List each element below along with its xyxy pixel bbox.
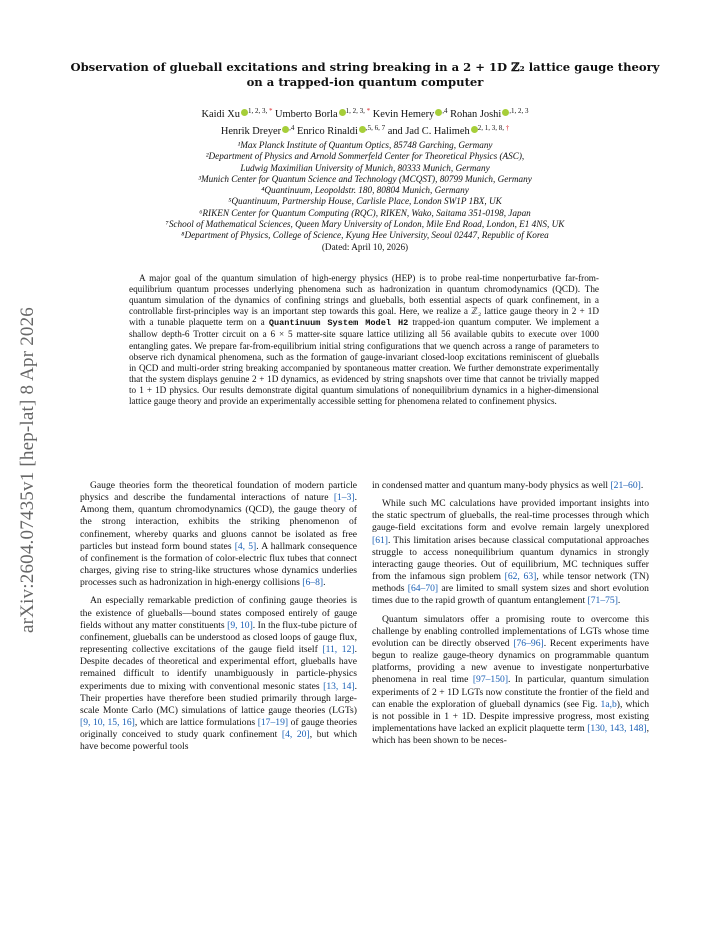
citation-link[interactable]: [76–96] bbox=[513, 637, 544, 649]
figure-link[interactable]: 1a,b bbox=[600, 698, 617, 710]
device-name: Quantinuum System Model H2 bbox=[268, 318, 409, 329]
citation-link[interactable]: [1–3] bbox=[333, 492, 355, 504]
citation-link[interactable]: [13, 14] bbox=[323, 680, 355, 692]
arxiv-identifier: arXiv:2604.07435v1 [hep-lat] 8 Apr 2026 bbox=[17, 307, 38, 633]
dated-line: (Dated: April 10, 2026) bbox=[321, 241, 409, 252]
citation-link[interactable]: [9, 10, 15, 16] bbox=[80, 716, 135, 728]
author: Kevin Hemery $^{,4}$ bbox=[372, 107, 448, 120]
affiliation: ⁷School of Mathematical Sciences, Queen Mary University of London, Mile End Road, London, E1 4NS, UK bbox=[165, 219, 565, 230]
citation-link[interactable]: [11, 12] bbox=[322, 644, 355, 656]
citation-link[interactable]: [130, 143, 148] bbox=[587, 722, 647, 734]
citation-link[interactable]: [4, 5] bbox=[234, 540, 257, 552]
affiliation: ⁸Department of Physics, College of Science, Kyung Hee University, Seoul 02447, Republic of Korea bbox=[181, 230, 549, 241]
citation-link[interactable]: [6–8] bbox=[302, 577, 324, 589]
paragraph: Gauge theories form the theoretical foundation of modern particle physics and describe the fundamental interactions of nature [1–3]. Among them, quantum chromodynamics (QCD), the gauge theory of the strong interaction, exhibits the striking phenomenon of confinement, whereby quarks and gluons cannot be isolated as free particles but instead form bound states [4, 5]. A hallmark consequence of confinement is the formation of color-electric flux tubes that connect charges, giving rise to string-like structures whose dynamics underlies processes such as hadronization in high-energy collisions [6–8]. bbox=[80, 480, 357, 589]
author: Rohan Joshi $^{,1, 2, 3}$ bbox=[450, 107, 529, 120]
citation-link[interactable]: [21–60] bbox=[610, 480, 641, 491]
abstract: A major goal of the quantum simulation of high-energy physics (HEP) is to probe real-time nonperturbative far-from-equilibrium quantum processes underlying phenomena such as hadronization in quantum chromodynamics (QCD). The quantum simulation of the dynamics of confining strings and glueballs, both essential aspects of quark confinement, in a controllable first-principles way is an important step towards this goal. Here, we realize a ℤ₂ lattice gauge theory in 2 + 1D with a tunable plaquette term on a Quantinuum System Model H2 trapped-ion quantum computer. We implement a shallow depth-6 Trotter circuit on a 6 × 5 matter-site square lattice utilizing all 56 available qubits to execute over 1000 entangling gates. We prepare far-from-equilibrium initial string configurations that we quench across a range of parameters to observe rich dynamical phenomena, such as the formation of gauge-invariant closed-loop excitations reminiscent of glueballs in QCD and multi-order string breaking accompanied by spontaneous matter creation. We further demonstrate experimentally that the system displays genuine 2 + 1D dynamics, as evidenced by string snapshots over time that cannot be trivially mapped to 1 + 1D physics. Our results demonstrate digital quantum simulations of nonequilibrium dynamics in a higher-dimensional lattice gauge theory and provide an experimentally accessible setting for phenomena related to confinement physics. bbox=[129, 273, 599, 407]
paragraph: An especially remarkable prediction of confining gauge theories is the existence of glueballs—bound states composed entirely of gauge fields without any matter constituents [9, 10]. In the flux-tube picture of confinement, glueballs can be understood as closed loops of gauge flux, representing collective excitations of the gauge field itself [11, 12]. Despite decades of theoretical and experimental effort, glueballs have remained difficult to identify unambiguously in particle-physics experiments due to mixing with conventional mesonic states [13, 14]. Their properties have therefore been studied primarily through large-scale Monte Carlo (MC) simulations of lattice gauge theories (LGTs) [9, 10, 15, 16], which are lattice formulations [17–19] of gauge theories originally conceived to study quark confinement [4, 20], but which have become powerful tools bbox=[80, 595, 358, 753]
paragraph: While such MC calculations have provided important insights into the static spectrum of glueballs, the real-time processes through which gauge-field excitations form and evolve remain largely unexplored [61]. This limitation arises because classical computational approaches struggle to access nonequilibrium quantum dynamics in strongly interacting gauge theories. Out of equilibrium, MC techniques suffer from the infamous sign problem [62, 63], while tensor network (TN) methods [64–70] are limited to small system sizes and short evolution times due to the rapid growth of quantum entanglement [71–75]. bbox=[372, 498, 649, 607]
orcid-icon[interactable] bbox=[339, 109, 346, 116]
author: Henrik Dreyer $^{,4}$ bbox=[220, 123, 295, 137]
author: Kaidi Xu $^{1, 2, 3, *}$ bbox=[201, 107, 273, 120]
citation-link[interactable]: [17–19] bbox=[257, 716, 289, 728]
affiliation: ³Munich Center for Quantum Science and Technology (MCQST), 80799 Munich, Germany bbox=[198, 173, 532, 184]
affiliation: Ludwig Maximilian University of Munich, 80333 Munich, Germany bbox=[240, 162, 490, 173]
citation-link[interactable]: [71–75] bbox=[587, 595, 618, 607]
citation-link[interactable]: [61] bbox=[372, 534, 388, 546]
author-list bbox=[95, 105, 635, 138]
paragraph: Quantum simulators offer a promising route to overcome this challenge by enabling controlled implementations of LGTs whose time evolution can be directly observed [76–96]. Recent experiments have begun to realize gauge-theory dynamics on programmable quantum platforms, providing a new avenue to investigate nonperturbative phenomena in real time [97–150]. In particular, quantum simulation experiments of 2 + 1D LGTs now constitute the frontier of the field and can enable the exploration of glueball dynamics (see Fig. 1a,b), which is not possible in 1 + 1D. Despite impressive progress, most existing implementations have lacked an explicit plaquette term [130, 143, 148], which has been shown to be neces- bbox=[372, 613, 649, 747]
citation-link[interactable]: [64–70] bbox=[407, 583, 439, 595]
affiliation: ²Department of Physics and Arnold Sommerfeld Center for Theoretical Physics (ASC), bbox=[205, 151, 525, 162]
citation-link[interactable]: [9, 10] bbox=[227, 619, 253, 631]
paper-title: Observation of glueball excitations and string breaking in a 2 + 1D ℤ₂ lattice gauge theory on a trapped-ion quantum computer bbox=[70, 60, 660, 89]
affiliation: ⁴Quantinuum, Leopoldstr. 180, 80804 Munich, Germany bbox=[261, 185, 469, 196]
author: Jad C. Halimeh $^{2, 1, 3, 8, \dagger}$ bbox=[405, 123, 510, 137]
paragraph: in condensed matter and quantum many-body physics as well [21–60]. bbox=[372, 480, 644, 491]
right-column bbox=[372, 480, 649, 753]
orcid-icon[interactable] bbox=[359, 126, 366, 133]
affiliation: ¹Max Planck Institute of Quantum Optics, 85748 Garching, Germany bbox=[237, 140, 493, 150]
left-column bbox=[80, 480, 357, 759]
affiliation-list bbox=[80, 140, 650, 253]
orcid-icon[interactable] bbox=[471, 126, 478, 133]
arxiv-sidebar-stamp bbox=[12, 260, 44, 680]
author: Enrico Rinaldi $^{,5, 6, 7}$ bbox=[296, 123, 386, 137]
author-line-2: Henrik Dreyer $^{,4}$ Enrico Rinaldi $^{,5, 6, 7}$ and Jad C. Halimeh $^{2, 1, 3, 8, \dagger}$ bbox=[220, 123, 510, 137]
citation-link[interactable]: [62, 63] bbox=[504, 571, 537, 583]
author: Umberto Borla $^{1, 2, 3, *}$ bbox=[275, 107, 371, 120]
affiliation: ⁵Quantinuum, Partnership House, Carlisle Place, London SW1P 1BX, UK bbox=[228, 196, 502, 207]
citation-link[interactable]: [4, 20] bbox=[281, 729, 310, 741]
citation-link[interactable]: [97–150] bbox=[472, 674, 509, 686]
orcid-icon[interactable] bbox=[241, 109, 248, 116]
author-line-1 bbox=[95, 105, 635, 122]
affiliation: ⁶RIKEN Center for Quantum Computing (RQC), RIKEN, Wako, Saitama 351-0198, Japan bbox=[199, 207, 531, 218]
